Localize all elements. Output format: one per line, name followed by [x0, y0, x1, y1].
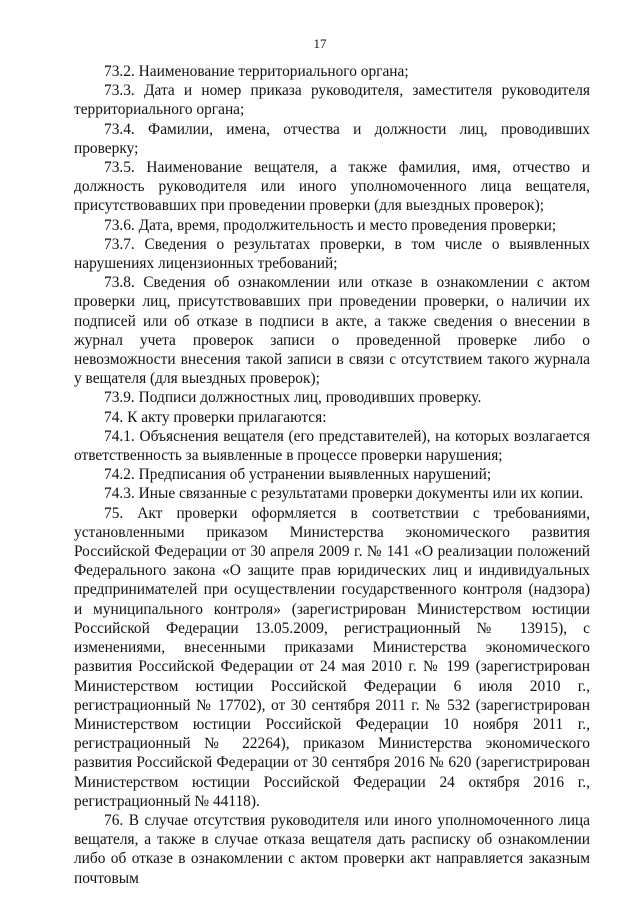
paragraph-73-8: 73.8. Сведения об ознакомлении или отказе в ознакомлении с актом проверки лиц, присутствовавших при проведении проверки, о наличии их подписей или об отказе в подписи в акте, а также сведения о внесении в журнал учета проверок записи о проведенной проверке либо о невозможности внесения такой записи в связи с отсутствием такого журнала у вещателя (для выездных проверок);: [74, 274, 590, 388]
paragraph-76: 76. В случае отсутствия руководителя или иного уполномоченного лица вещателя, а также в случае отказа вещателя дать расписку об ознакомлении либо об отказе в ознакомлении с актом проверки акт направляется заказным почтовым: [74, 811, 590, 887]
page-number: 17: [313, 36, 327, 51]
paragraph-73-7: 73.7. Сведения о результатах проверки, в том числе о выявленных нарушениях лицензионных требований;: [74, 235, 590, 273]
paragraph-73-3: 73.3. Дата и номер приказа руководителя, заместителя руководителя территориального органа;: [74, 82, 590, 119]
document-body: [74, 62, 590, 888]
paragraph-73-2: 73.2. Наименование территориального органа;: [104, 63, 409, 80]
paragraph-73-5: 73.5. Наименование вещателя, а также фамилия, имя, отчество и должность руководителя или иного уполномоченного лица вещателя, присутствовавших при проведении проверки (для выездных проверок);: [74, 159, 590, 215]
paragraph-74-3: 74.3. Иные связанные с результатами проверки документы или их копии.: [104, 485, 584, 503]
paragraph-73-9: 73.9. Подписи должностных лиц, проводивших проверку.: [104, 389, 482, 407]
paragraph-75: 75. Акт проверки оформляется в соответствии с требованиями, установленными приказом Министерства экономического развития Российской Федерации от 30 апреля 2009 г. № 141 «О реализации положений Федерального закона «О защите прав юридических лиц и индивидуальных предпринимателей при осуществлении государственного контроля (надзора) и муниципального контроля» (зарегистрирован Министерством юстиции Российской Федерации 13.05.2009, регистрационный № 13915), с изменениями, внесенными приказами Министерства экономического развития Российской Федерации от 24 мая 2010 г. № 199 (зарегистрирован Министерством юстиции Российской Федерации 6 июля 2010 г., регистрационный № 17702), от 30 сентября 2011 г. № 532 (зарегистрирован Министерством юстиции Российской Федерации 10 ноября 2011 г., регистрационный № 22264), приказом Министерства экономического развития Российской Федерации от 30 сентября 2016 № 620 (зарегистрирован Министерством юстиции Российской Федерации 24 октября 2016 г., регистрационный № 44118).: [74, 504, 590, 810]
paragraph-73-6: 73.6. Дата, время, продолжительность и место проведения проверки;: [104, 216, 557, 234]
paragraph-74-1: 74.1. Объяснения вещателя (его представителей), на которых возлагается ответственность за выявленные в процессе проверки нарушения;: [74, 427, 590, 465]
paragraph-74: 74. К акту проверки прилагаются:: [104, 408, 327, 426]
paragraph-74-2: 74.2. Предписания об устранении выявленных нарушений;: [104, 466, 492, 484]
paragraph-73-4: 73.4. Фамилии, имена, отчества и должности лиц, проводивших проверку;: [74, 120, 590, 157]
